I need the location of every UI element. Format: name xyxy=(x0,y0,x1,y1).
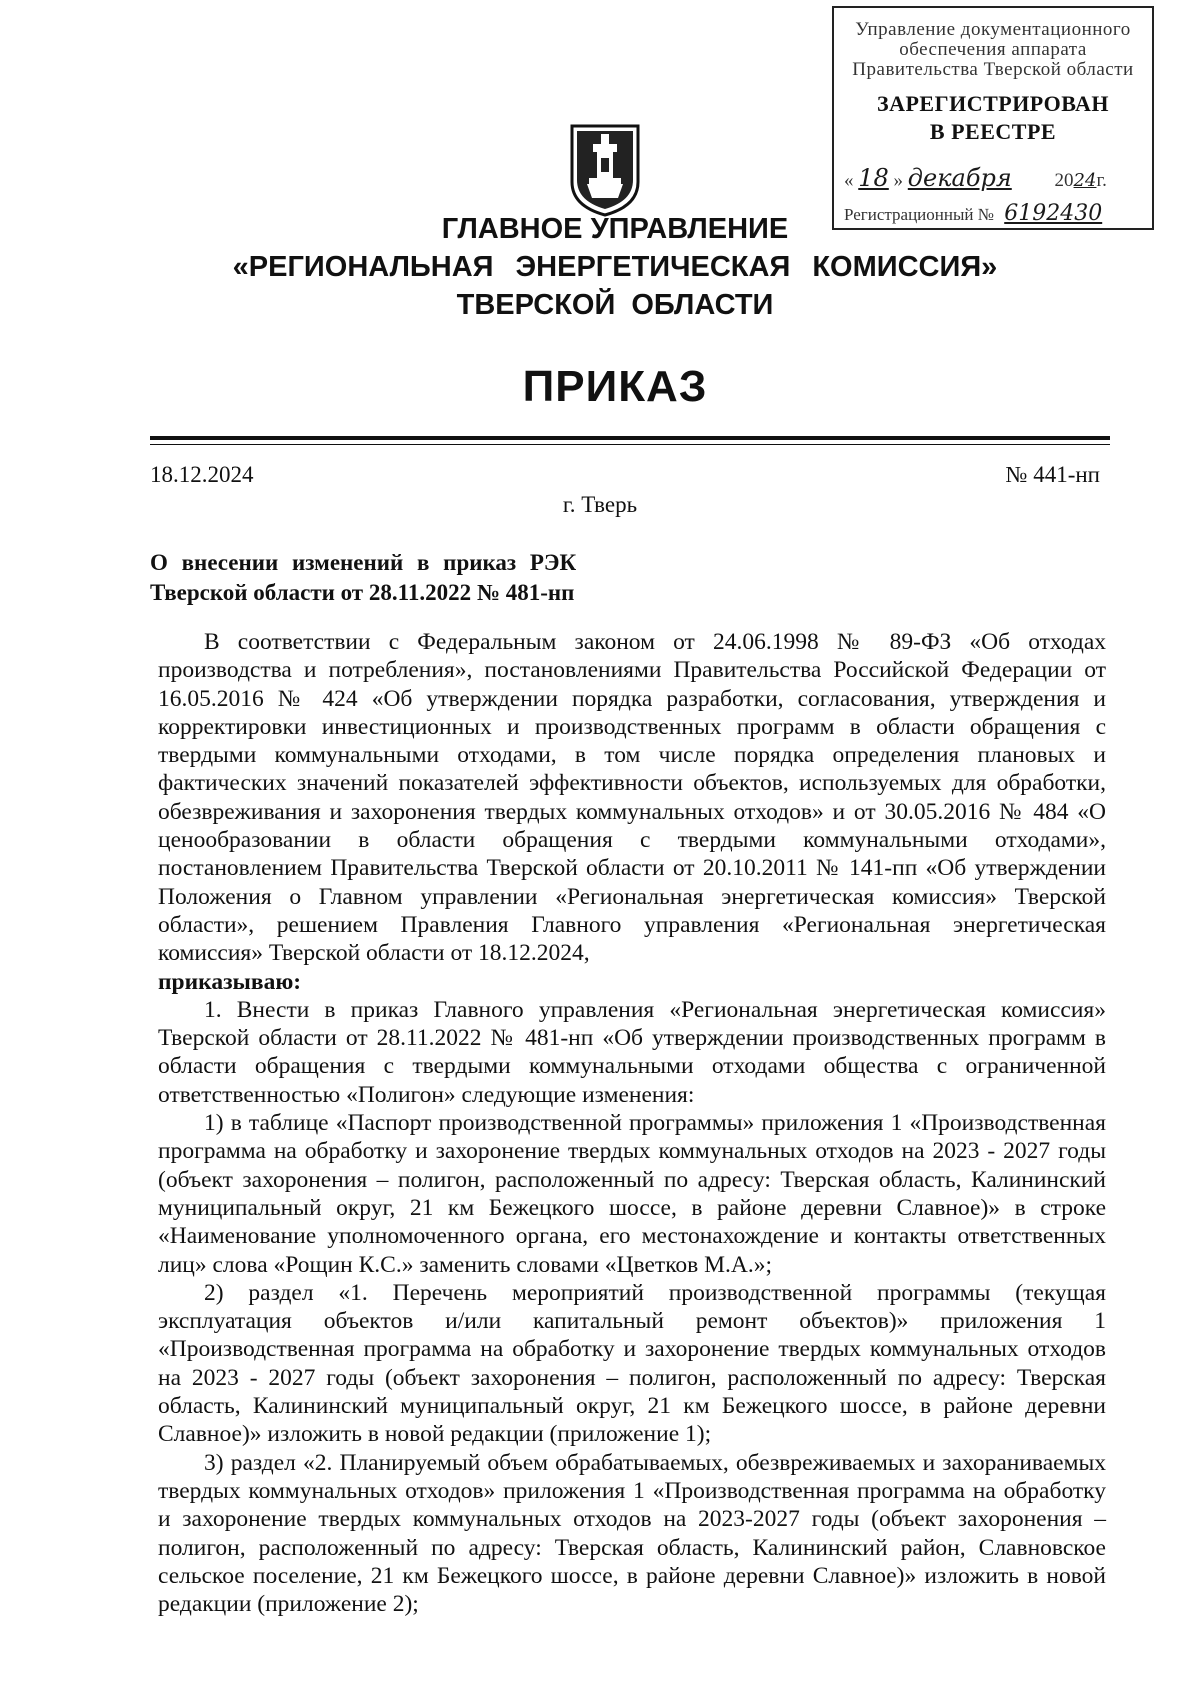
tver-coat-of-arms-icon xyxy=(568,122,642,218)
item-1-paragraph: 1. Внести в приказ Главного управления «Региональная энергетическая комиссия» Тверской области от 28.11.2022 № 481-нп «Об утверждении производственных программ в области обращения с твердыми коммунальными отходами общества с ограниченной ответственностью «Полигон» следующие изменения: xyxy=(158,996,1106,1108)
stamp-line-2: обеспечения аппарата xyxy=(899,39,1087,60)
stamp-date-line xyxy=(844,164,1144,196)
stamp-in-registry: В РЕЕСТРЕ xyxy=(929,119,1057,144)
document-title xyxy=(150,548,576,608)
title-line-2: Тверской области от 28.11.2022 № 481-нп xyxy=(150,580,575,605)
stamp-year-end: г. xyxy=(1096,170,1107,191)
org-line-3: ТВЕРСКОЙ ОБЛАСТИ xyxy=(456,289,774,321)
document-body xyxy=(158,628,1106,1618)
stamp-date-mid: » xyxy=(893,170,904,191)
document-number: № 441-нп xyxy=(1005,462,1100,487)
org-line-2: «РЕГИОНАЛЬНАЯ ЭНЕРГЕТИЧЕСКАЯ КОМИССИЯ» xyxy=(232,251,998,283)
title-line-1: О внесении изменений в приказ РЭК xyxy=(150,550,577,575)
subitem-3-paragraph: 3) раздел «2. Планируемый объем обрабатываемых, обезвреживаемых и захораниваемых твердых коммунальных отходов» приложения 1 «Производственная программа на обработку и захоронение твердых коммунальных отходов на 2023-2027 годы (объект захоронения – полигон, расположенный по адресу: Тверская область, Калининский район, Славновское сельское поселение, 21 км Бежецкого шоссе, в районе деревни Славное)» изложить в новой редакции (приложение 2); xyxy=(158,1449,1106,1618)
document-type: ПРИКАЗ xyxy=(522,362,708,411)
stamp-month: декабря xyxy=(907,164,1012,192)
stamp-line-3: Правительства Тверской области xyxy=(852,59,1134,80)
stamp-registered: ЗАРЕГИСТРИРОВАН xyxy=(876,91,1110,116)
stamp-year-prefix: 20 xyxy=(1054,170,1074,191)
document-date: 18.12.2024 xyxy=(150,462,254,487)
stamp-date-open: « xyxy=(844,170,854,191)
stamp-line-1: Управление документационного xyxy=(855,19,1131,40)
preamble-paragraph: В соответствии с Федеральным законом от 24.06.1998 № 89-ФЗ «Об отходах производства и потребления», постановлениями Правительства Российской Федерации от 16.05.2016 № 424 «Об утверждении порядка разработки, согласования, утверждения и корректировки инвестиционных и производственных программ в области обращения с твердыми коммунальными отходами, в том числе порядка определения плановых и фактических значений показателей эффективности объектов, используемых для обработки, обезвреживания и захоронения твердых коммунальных отходов» и от 30.05.2016 № 484 «О ценообразовании в области обращения с твердыми коммунальными отходами», постановлением Правительства Тверской области от 20.10.2011 № 141-пп «Об утверждении Положения о Главном управлении «Региональная энергетическая комиссия» Тверской области», решением Правления Главного управления «Региональная энергетическая комиссия» Тверской области от 18.12.2024, xyxy=(158,629,1106,967)
stamp-reg-number: 6192430 xyxy=(1004,201,1103,226)
document-city: г. Тверь xyxy=(562,492,638,517)
stamp-day: 18 xyxy=(858,164,889,192)
registration-stamp xyxy=(832,6,1154,230)
order-word: приказываю: xyxy=(158,968,302,995)
header-rule-thick xyxy=(150,436,1110,440)
subitem-1-paragraph: 1) в таблице «Паспорт производственной программы» приложения 1 «Производственная программа на обработку и захоронение твердых коммунальных отходов на 2023 - 2027 годы (объект захоронения – полигон, расположенный по адресу: Тверская область, Калининский муниципальный округ, 21 км Бежецкого шоссе, в районе деревни Славное)» в строке «Наименование уполномоченного органа, его местонахождение и контакты ответственных лиц» слова «Рощин К.С.» заменить словами «Цветков М.А.»; xyxy=(158,1110,1106,1278)
stamp-reg-label: Регистрационный № xyxy=(844,205,994,224)
organization-name xyxy=(140,210,1090,324)
stamp-year-suffix: 24 xyxy=(1073,170,1097,191)
header-rule-thin xyxy=(150,444,1110,445)
org-line-1: ГЛАВНОЕ УПРАВЛЕНИЕ xyxy=(441,213,789,245)
subitem-2-paragraph: 2) раздел «1. Перечень мероприятий производственной программы (текущая эксплуатация объектов и/или капитальный ремонт объектов)» приложения 1 «Производственная программа на обработку и захоронение твердых коммунальных отходов на 2023 - 2027 годы (объект захоронения – полигон, расположенный по адресу: Тверская область, Калининский муниципальный округ, 21 км Бежецкого шоссе, в районе деревни Славное)» изложить в новой редакции (приложение 1); xyxy=(158,1279,1106,1448)
